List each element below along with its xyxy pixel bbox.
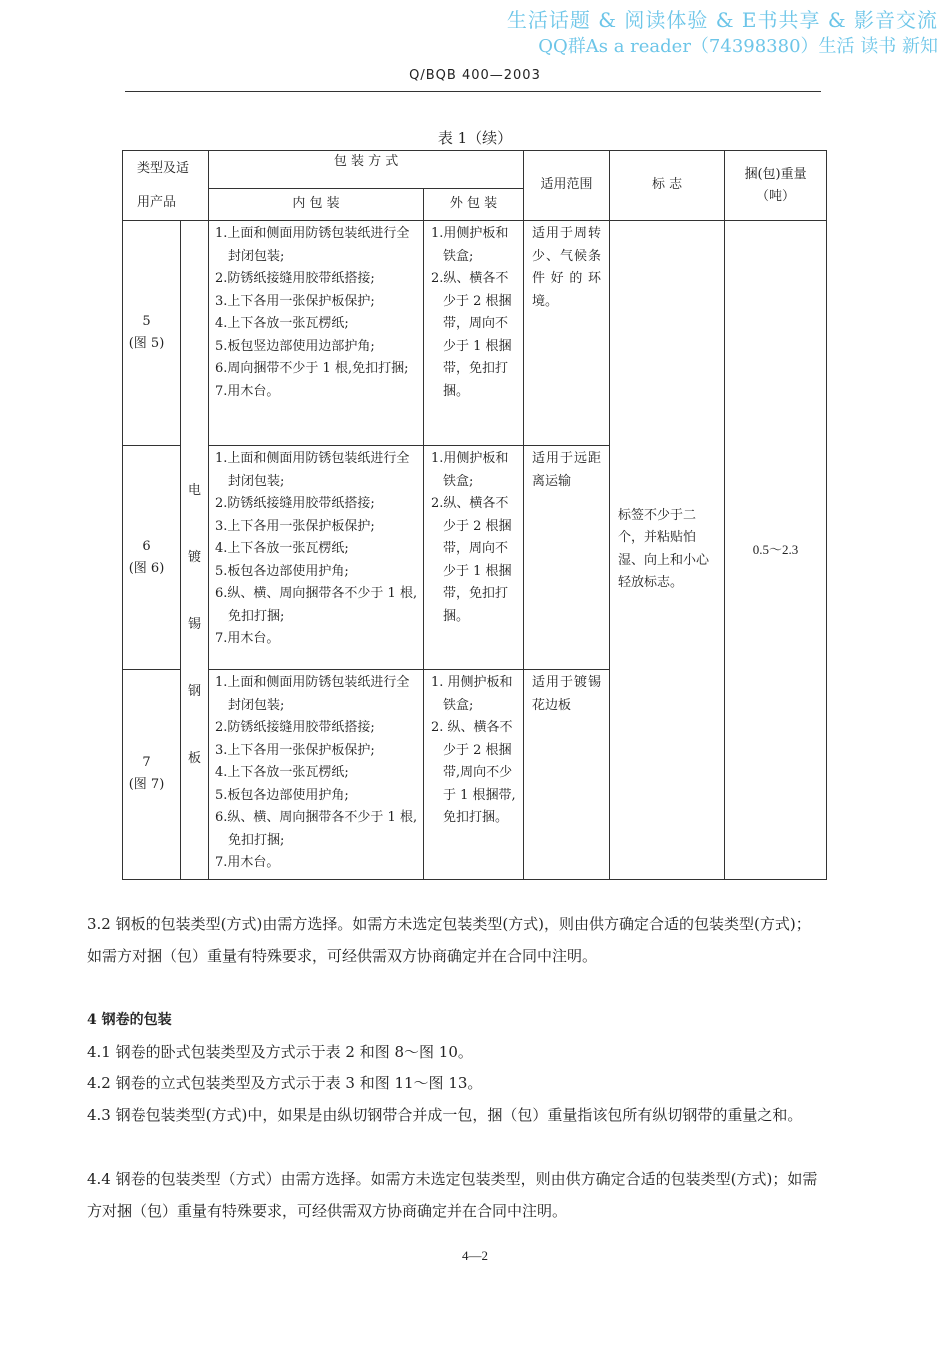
header-type-product (123, 151, 209, 221)
type-number: 6 (142, 538, 151, 554)
section-heading-4: 4 钢卷的包装 (87, 1012, 172, 1028)
type-cell-7 (123, 670, 181, 880)
paragraph-3-2: 3.2 钢板的包装类型(方式)由需方选择。如需方未选定包装类型(方式)，则由供方确定合适的包装类型(方式)；如需方对捆（包）重量有特殊要求，可经供需双方协商确定并在合同中注明。 (87, 915, 811, 965)
list-item: 1.用侧护板和铁盒; (431, 451, 509, 489)
outer-packing-5 (424, 221, 524, 446)
table-caption: 表 1（续） (437, 129, 513, 147)
product-char: 板 (188, 751, 202, 767)
inner-packing-5 (209, 221, 424, 446)
product-char: 钢 (188, 684, 202, 700)
list-item: 5.板包各边部使用护角; (215, 787, 349, 803)
list-item: 5.板包竖边部使用边部护角; (215, 338, 375, 354)
list-item: 2. 纵、横各不少于 2 根捆带,周向不少于 1 根捆带,免扣打捆。 (431, 720, 516, 825)
list-item: 1.用侧护板和铁盒; (431, 226, 509, 264)
product-cell (181, 221, 209, 880)
header-weight (725, 151, 827, 221)
paragraph-4-2: 4.2 钢卷的立式包装类型及方式示于表 3 和图 11～图 13。 (87, 1074, 483, 1092)
outer-packing-6 (424, 446, 524, 670)
list-item: 6.周向捆带不少于 1 根,免扣打捆; (215, 361, 409, 376)
header-inner-packing: 内 包 装 (209, 189, 424, 221)
page-number: 4—2 (462, 1248, 488, 1263)
list-item: 4.上下各放一张瓦楞纸; (215, 765, 349, 780)
list-item: 2.防锈纸接缝用胶带纸搭接; (215, 496, 375, 511)
scope-7: 适用于镀锡花边板 (524, 670, 610, 880)
watermark-line-1: 生活话题 & 阅读体验 & E书共享 & 影音交流 (506, 8, 938, 32)
type-number: 7 (142, 755, 151, 771)
product-char: 锡 (188, 617, 202, 633)
list-item: 2.防锈纸接缝用胶带纸搭接; (215, 720, 375, 735)
list-item: 1.上面和侧面用防锈包装纸进行全封闭包装; (215, 675, 410, 713)
list-item: 3.上下各用一张保护板保护; (215, 742, 375, 758)
scope-6: 适用于远距离运输 (524, 446, 610, 670)
header-type-line2: 用产品 (137, 194, 177, 210)
list-item: 4.上下各放一张瓦楞纸; (215, 541, 349, 556)
header-packing-method: 包 装 方 式 (209, 151, 524, 189)
type-cell-5 (123, 221, 181, 446)
list-item: 4.上下各放一张瓦楞纸; (215, 316, 349, 331)
list-item: 1.上面和侧面用防锈包装纸进行全封闭包装; (215, 451, 410, 489)
type-figure: (图 7) (128, 777, 165, 793)
outer-packing-7 (424, 670, 524, 880)
header-rule (125, 91, 821, 92)
paragraph-4-4: 4.4 钢卷的包装类型（方式）由需方选择。如需方未选定包装类型，则由供方确定合适的包装类型(方式)；如需方对捆（包）重量有特殊要求，可经供需双方协商确定并在合同中注明。 (87, 1170, 818, 1220)
weight-cell: 0.5～2.3 (725, 221, 827, 880)
list-item: 2.纵、横各不少于 2 根捆带，周向不少于 1 根捆带，免扣打捆。 (431, 496, 512, 624)
watermark-line-2: QQ群As a reader（74398380）生活 读书 新知 (538, 36, 938, 57)
header-scope: 适用范围 (524, 151, 610, 221)
type-number: 5 (142, 314, 151, 329)
list-item: 6.纵、横、周向捆带各不少于 1 根,免扣打捆; (215, 586, 418, 624)
type-figure: (图 5) (128, 336, 165, 351)
header-outer-packing: 外 包 装 (424, 189, 524, 221)
list-item: 1. 用侧护板和铁盒; (431, 675, 513, 713)
header-type-line1: 类型及适 (137, 160, 190, 176)
list-item: 6.纵、横、周向捆带各不少于 1 根,免扣打捆; (215, 810, 418, 848)
list-item: 7.用木台。 (215, 383, 280, 399)
list-item: 3.上下各用一张保护板保护; (215, 518, 375, 534)
type-figure: (图 6) (128, 560, 165, 576)
paragraph-4-1: 4.1 钢卷的卧式包装类型及方式示于表 2 和图 8～图 10。 (87, 1043, 473, 1061)
inner-packing-7 (209, 670, 424, 880)
product-char: 镀 (188, 550, 202, 566)
header-weight-line1: 捆(包)重量 (744, 166, 807, 182)
list-item: 1.上面和侧面用防锈包装纸进行全封闭包装; (215, 226, 410, 264)
list-item: 2.纵、横各不少于 2 根捆带，周向不少于 1 根捆带，免扣打捆。 (431, 271, 512, 399)
standard-code: Q/BQB 400—2003 (409, 68, 541, 83)
type-cell-6 (123, 446, 181, 670)
list-item: 2.防锈纸接缝用胶带纸搭接; (215, 271, 375, 286)
inner-packing-6 (209, 446, 424, 670)
header-mark: 标 志 (610, 151, 725, 221)
mark-cell: 标签不少于二个，并粘贴怕湿、向上和小心轻放标志。 (610, 221, 725, 880)
list-item: 5.板包各边部使用护角; (215, 563, 349, 579)
list-item: 7.用木台。 (215, 631, 280, 646)
header-weight-line2: （吨） (756, 188, 796, 204)
paragraph-4-3: 4.3 钢卷包装类型(方式)中，如果是由纵切钢带合并成一包，捆（包）重量指该包所有纵切钢带的重量之和。 (87, 1106, 803, 1124)
packing-table (122, 150, 827, 880)
scope-5: 适用于周转少、气候条件好的环境。 (524, 221, 610, 446)
list-item: 7.用木台。 (215, 855, 280, 870)
list-item: 3.上下各用一张保护板保护; (215, 293, 375, 309)
product-char: 电 (188, 483, 202, 499)
